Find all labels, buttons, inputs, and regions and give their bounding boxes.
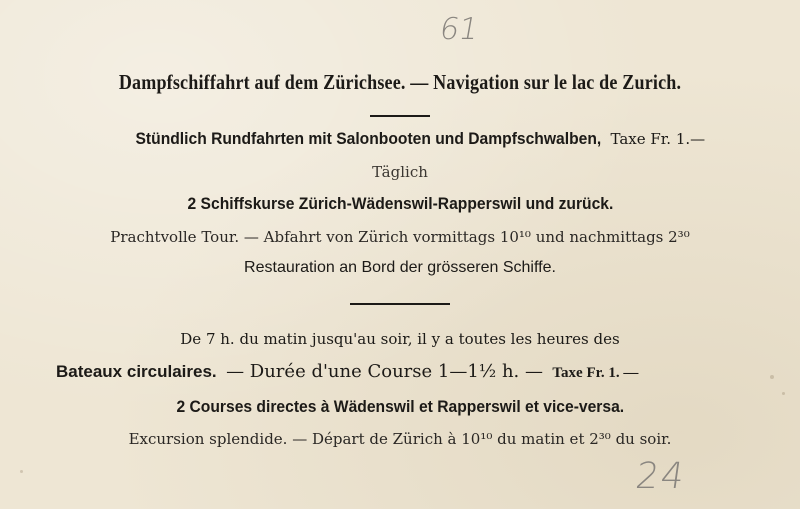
- french-circular-label: Bateaux circulaires.: [56, 362, 217, 381]
- german-departure: Prachtvolle Tour. — Abfahrt von Zürich vormittags 10¹⁰ und nachmittags 2³⁰: [110, 228, 690, 246]
- german-line-1: [0, 129, 800, 149]
- german-restaurant: Restauration an Bord der grösseren Schiffe.: [244, 259, 556, 276]
- french-routes-text: 2 Courses directes à Wädenswil et Rapperswil et vice-versa.: [176, 397, 624, 416]
- pencil-annotation-bottom: 24: [633, 456, 689, 497]
- german-fare: Taxe Fr. 1.—: [610, 130, 706, 148]
- german-daily: Täglich: [372, 163, 428, 181]
- french-fare: Taxe Fr. 1. —: [552, 365, 639, 381]
- paper-spot: [20, 470, 23, 473]
- divider-middle: [350, 303, 450, 305]
- divider-top: [370, 115, 430, 117]
- french-hours: De 7 h. du matin jusqu'au soir, il y a toutes les heures des: [180, 330, 620, 348]
- french-duration: — Durée d'une Course 1—1½ h. —: [226, 361, 543, 382]
- french-circular-boats: [56, 361, 756, 382]
- french-routes: [0, 397, 800, 417]
- card-title: Dampfschiffahrt auf dem Zürichsee. — Navigation sur le lac de Zurich.: [118, 70, 682, 94]
- french-departure: Excursion splendide. — Départ de Zürich à 10¹⁰ du matin et 2³⁰ du soir.: [128, 430, 672, 448]
- paper-spot: [770, 375, 774, 379]
- german-routes: [0, 194, 800, 214]
- german-routes-text: 2 Schiffskurse Zürich-Wädenswil-Rapperswil und zurück.: [187, 194, 613, 213]
- pencil-annotation-top: 61: [436, 12, 482, 47]
- paper-spot: [782, 392, 785, 395]
- german-hourly-tours: Stündlich Rundfahrten mit Salonbooten und Dampfschwalben,: [135, 129, 602, 148]
